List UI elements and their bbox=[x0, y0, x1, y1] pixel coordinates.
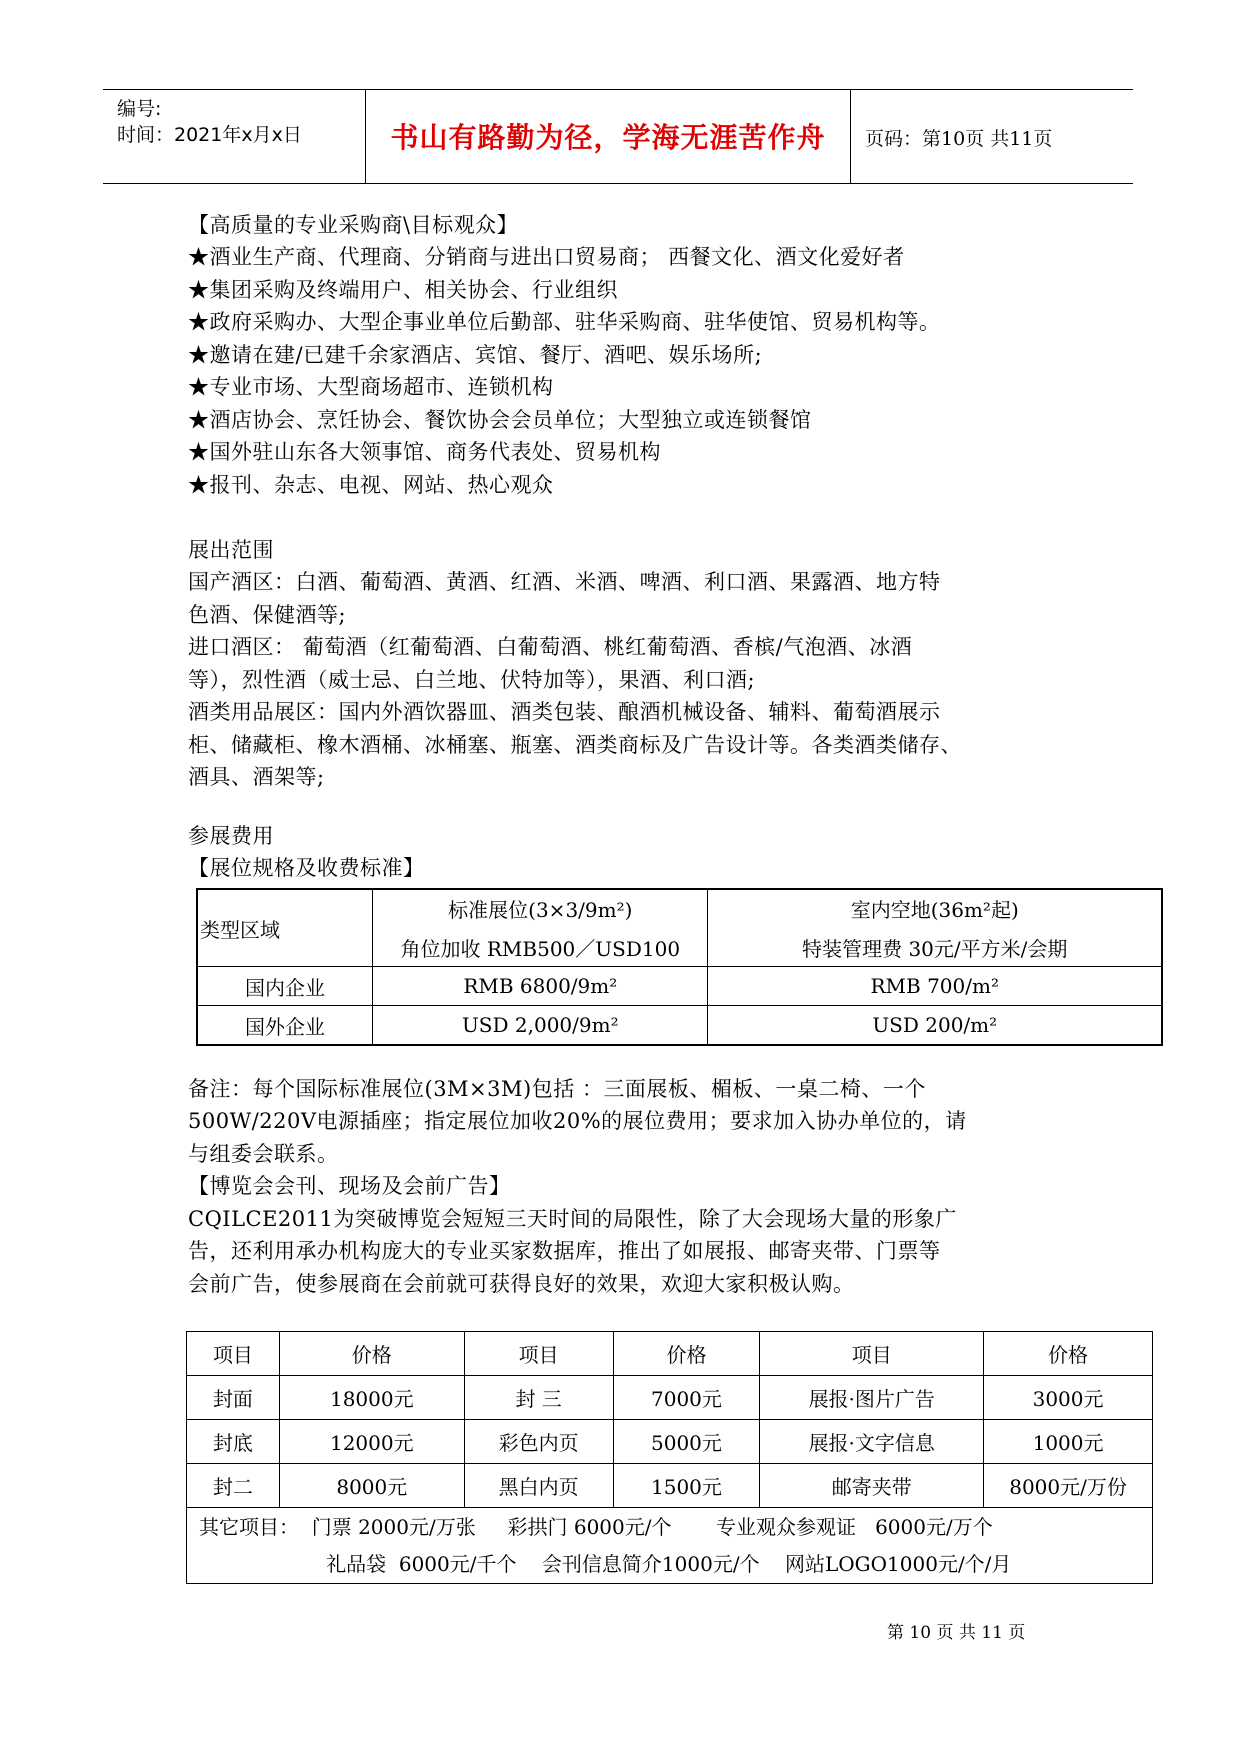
audience-item: ★酒店协会、烹饪协会、餐饮协会会员单位；大型独立或连锁餐馆 bbox=[188, 408, 812, 432]
ads-line: 告，还利用承办机构庞大的专业买家数据库，推出了如展报、邮寄夹带、门票等 bbox=[188, 1239, 941, 1263]
table-row bbox=[197, 1006, 1162, 1046]
audience-item: ★国外驻山东各大领事馆、商务代表处、贸易机构 bbox=[188, 440, 661, 464]
scope-line: 色酒、保健酒等; bbox=[188, 603, 347, 627]
scope-line: 酒具、酒架等; bbox=[188, 765, 325, 789]
scope-heading: 展出范围 bbox=[188, 538, 274, 562]
serial-label: 编号: bbox=[117, 98, 162, 120]
booth-fee-header-row bbox=[197, 889, 1162, 967]
table-row bbox=[187, 1420, 1153, 1464]
note-line: 备注：每个国际标准展位(3M×3M)包括 ：三面展板、楣板、一桌二椅、一个 bbox=[188, 1077, 926, 1101]
scope-line: 酒类用品展区：国内外酒饮器皿、酒类包装、酿酒机械设备、辅料、葡萄酒展示 bbox=[188, 700, 941, 724]
ad-price-table bbox=[186, 1331, 1153, 1584]
scope-line: 柜、储藏柜、橡木酒桶、冰桶塞、瓶塞、酒类商标及广告设计等。各类酒类储存、 bbox=[188, 733, 962, 757]
standard-booth-title: 标准展位(3×3/9m²) bbox=[448, 898, 633, 922]
audience-item: ★邀请在建/已建千余家酒店、宾馆、餐厅、酒吧、娱乐场所; bbox=[188, 343, 763, 367]
motto: 书山有路勤为径，学海无涯苦作舟 bbox=[390, 121, 826, 154]
document-header bbox=[103, 89, 1133, 184]
cell: 5000元 bbox=[613, 1420, 760, 1464]
ad-table-header-row bbox=[187, 1332, 1153, 1376]
cell: 7000元 bbox=[613, 1376, 760, 1420]
table-row bbox=[187, 1464, 1153, 1508]
time-label: 时间：2021年x月x日 bbox=[117, 124, 302, 146]
cell: 1000元 bbox=[984, 1420, 1153, 1464]
cell: 8000元 bbox=[279, 1464, 464, 1508]
cell: 封面 bbox=[187, 1376, 280, 1420]
cell: 封底 bbox=[187, 1420, 280, 1464]
note-line: 与组委会联系。 bbox=[188, 1142, 339, 1166]
special-fee: 特装管理费 30元/平方米/会期 bbox=[802, 937, 1068, 961]
row-label: 国内企业 bbox=[197, 967, 373, 1006]
cell: 彩色内页 bbox=[464, 1420, 613, 1464]
standard-price: USD 2,000/9m² bbox=[373, 1006, 708, 1046]
cell: 黑白内页 bbox=[464, 1464, 613, 1508]
other-items-line: 其它项目： 门票 2000元/万张 彩拱门 6000元/个 专业观众参观证 6000元/万个 bbox=[199, 1514, 993, 1539]
audience-item: ★政府采购办、大型企事业单位后勤部、驻华采购商、驻华使馆、贸易机构等。 bbox=[188, 310, 941, 334]
raw-space-title: 室内空地(36m²起) bbox=[850, 898, 1019, 922]
audience-item: ★专业市场、大型商场超市、连锁机构 bbox=[188, 375, 554, 399]
scope-line: 国产酒区：白酒、葡萄酒、黄酒、红酒、米酒、啤酒、利口酒、果露酒、地方特 bbox=[188, 570, 941, 594]
other-items-row bbox=[187, 1508, 1153, 1584]
audience-heading: 【高质量的专业采购商\目标观众】 bbox=[188, 213, 519, 237]
ads-heading: 【博览会会刊、现场及会前广告】 bbox=[188, 1174, 511, 1198]
note-line: 500W/220V电源插座；指定展位加收20%的展位费用；要求加入协办单位的，请 bbox=[188, 1109, 967, 1133]
cell: 12000元 bbox=[279, 1420, 464, 1464]
standard-price: RMB 6800/9m² bbox=[373, 967, 708, 1006]
header-meta-cell bbox=[103, 90, 366, 183]
space-price: RMB 700/m² bbox=[708, 967, 1162, 1006]
col-header: 项目 bbox=[187, 1332, 280, 1376]
raw-space-header bbox=[708, 889, 1162, 967]
col-header: 价格 bbox=[279, 1332, 464, 1376]
audience-item: ★报刊、杂志、电视、网站、热心观众 bbox=[188, 473, 554, 497]
cell: 封 三 bbox=[464, 1376, 613, 1420]
scope-line: 等），烈性酒（威士忌、白兰地、伏特加等），果酒、利口酒; bbox=[188, 668, 756, 692]
cell: 1500元 bbox=[613, 1464, 760, 1508]
cell: 邮寄夹带 bbox=[760, 1464, 984, 1508]
cell: 8000元/万份 bbox=[984, 1464, 1153, 1508]
scope-line: 进口酒区： 葡萄酒（红葡萄酒、白葡萄酒、桃红葡萄酒、香槟/气泡酒、冰酒 bbox=[188, 635, 913, 659]
cell: 3000元 bbox=[984, 1376, 1153, 1420]
audience-item: ★集团采购及终端用户、相关协会、行业组织 bbox=[188, 278, 618, 302]
corner-surcharge: 角位加收 RMB500／USD100 bbox=[400, 937, 681, 961]
fees-subheading: 【展位规格及收费标准】 bbox=[188, 856, 425, 880]
booth-type-header: 类型区域 bbox=[197, 889, 373, 967]
col-header: 项目 bbox=[464, 1332, 613, 1376]
cell: 18000元 bbox=[279, 1376, 464, 1420]
row-label: 国外企业 bbox=[197, 1006, 373, 1046]
header-motto-cell bbox=[366, 90, 851, 183]
cell: 展报·文字信息 bbox=[760, 1420, 984, 1464]
col-header: 价格 bbox=[984, 1332, 1153, 1376]
header-page-cell bbox=[851, 90, 1133, 183]
col-header: 价格 bbox=[613, 1332, 760, 1376]
ads-line: CQILCE2011为突破博览会短短三天时间的局限性，除了大会现场大量的形象广 bbox=[188, 1207, 957, 1231]
ads-line: 会前广告，使参展商在会前就可获得良好的效果，欢迎大家积极认购。 bbox=[188, 1272, 855, 1296]
booth-fee-table bbox=[196, 888, 1163, 1046]
table-row bbox=[187, 1376, 1153, 1420]
space-price: USD 200/m² bbox=[708, 1006, 1162, 1046]
fees-heading: 参展费用 bbox=[188, 824, 274, 848]
table-row bbox=[197, 967, 1162, 1006]
audience-item: ★酒业生产商、代理商、分销商与进出口贸易商； 西餐文化、酒文化爱好者 bbox=[188, 245, 905, 269]
other-items-cell bbox=[187, 1508, 1153, 1584]
cell: 展报·图片广告 bbox=[760, 1376, 984, 1420]
page-label: 页码：第10页 共11页 bbox=[865, 128, 1053, 150]
standard-booth-header bbox=[373, 889, 708, 967]
col-header: 项目 bbox=[760, 1332, 984, 1376]
page-footer: 第 10 页 共 11 页 bbox=[887, 1623, 1026, 1643]
cell: 封二 bbox=[187, 1464, 280, 1508]
other-items-line: 礼品袋 6000元/千个 会刊信息简介1000元/个 网站LOGO1000元/个/月 bbox=[199, 1551, 1012, 1576]
